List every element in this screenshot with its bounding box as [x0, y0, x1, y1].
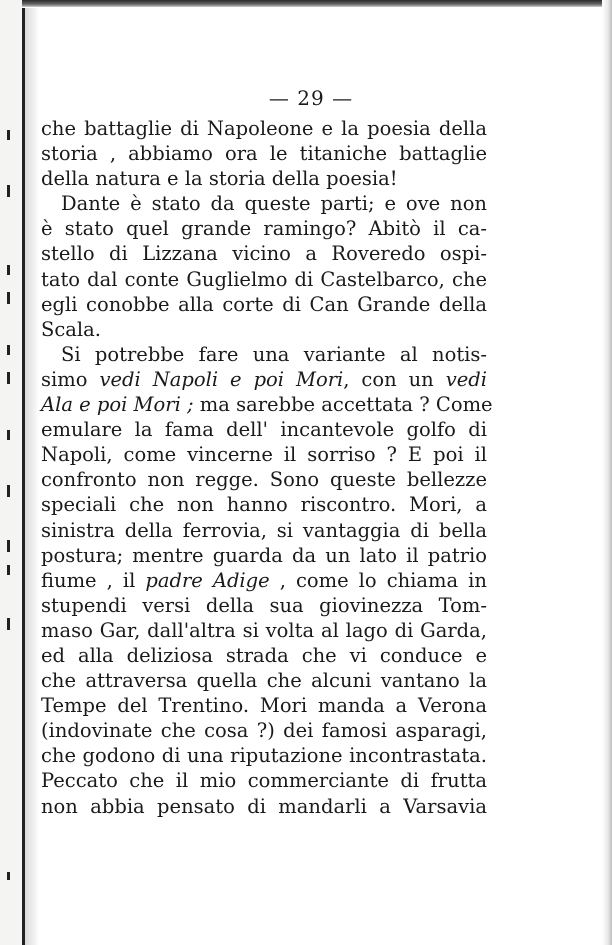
- text-line: della natura e la storia della poesia!: [41, 167, 398, 191]
- adjacent-page-mark: [7, 618, 10, 630]
- adjacent-page-edge: [0, 0, 22, 945]
- adjacent-page-mark: [7, 292, 10, 304]
- text-line: storia , abbiamo ora le titaniche battaglie: [41, 142, 487, 166]
- adjacent-page-mark: [7, 485, 10, 497]
- text-line: stupendi versi della sua giovinezza Tom-: [41, 593, 487, 617]
- text-line: simo vedi Napoli e poi Mori, con un vedi: [41, 367, 487, 391]
- adjacent-page-mark: [7, 185, 10, 197]
- adjacent-page-mark: [7, 265, 10, 275]
- italic-phrase: padre Adige: [145, 568, 270, 592]
- text-line: sinistra della ferrovia, si vantaggia di bella: [41, 518, 487, 542]
- page-right-edge: [602, 0, 612, 945]
- text-line: postura; mentre guarda da un lato il patrio: [41, 543, 487, 567]
- italic-phrase: vedi: [445, 367, 487, 391]
- text-line: (indovinate che cosa ?) dei famosi asparagi,: [41, 719, 487, 743]
- page-number: — 29 —: [268, 86, 354, 110]
- text-line: Peccato che il mio commerciante di frutta: [41, 769, 487, 793]
- text-line: Ala e poi Mori ; ma sarebbe accettata ? Come: [41, 393, 493, 417]
- adjacent-page-mark: [7, 130, 10, 140]
- text-line: stello di Lizzana vicino a Roveredo ospi-: [41, 242, 487, 266]
- italic-phrase: Ala e poi Mori ;: [41, 393, 194, 417]
- text-line: maso Gar, dall'altra si volta al lago di Garda,: [41, 618, 487, 642]
- adjacent-page-mark: [7, 372, 10, 384]
- text-line: che godono di una riputazione incontrastata.: [41, 744, 487, 768]
- text-line: speciali che non hanno riscontro. Mori, a: [41, 493, 487, 517]
- text-line: confronto non regge. Sono queste bellezze: [41, 468, 487, 492]
- text-line: Scala.: [41, 317, 101, 341]
- text-line: Napoli, come vincerne il sorriso ? E poi il: [41, 443, 487, 467]
- text-line: emulare la fama dell' incantevole golfo di: [41, 418, 487, 442]
- text-line: Dante è stato da queste parti; e ove non: [61, 192, 487, 216]
- italic-phrase: vedi Napoli e poi Mori: [99, 367, 344, 391]
- adjacent-page-mark: [7, 345, 10, 355]
- text-line: che battaglie di Napoleone e la poesia della: [41, 117, 487, 140]
- text-line: non abbia pensato di mandarli a Varsavia: [41, 794, 487, 818]
- binding-gutter-shadow: [25, 8, 39, 945]
- text-line: fiume , il padre Adige , come lo chiama in: [41, 568, 487, 592]
- adjacent-page-mark: [7, 430, 10, 440]
- adjacent-page-mark: [7, 565, 10, 575]
- text-line: ed alla deliziosa strada che vi conduce e: [41, 643, 487, 667]
- text-line: che attraversa quella che alcuni vantano la: [41, 669, 487, 693]
- text-line: Si potrebbe fare una variante al notis-: [61, 342, 487, 366]
- text-line: è stato quel grande ramingo? Abitò il ca-: [41, 217, 487, 241]
- text-line: tato dal conte Guglielmo di Castelbarco, che: [41, 267, 487, 291]
- adjacent-page-mark: [7, 872, 10, 880]
- body-text: [41, 116, 493, 819]
- text-line: egli conobbe alla corte di Can Grande della: [41, 292, 487, 316]
- adjacent-page-mark: [7, 540, 10, 552]
- text-line: Tempe del Trentino. Mori manda a Verona: [41, 694, 487, 718]
- page-top-edge: [0, 0, 612, 7]
